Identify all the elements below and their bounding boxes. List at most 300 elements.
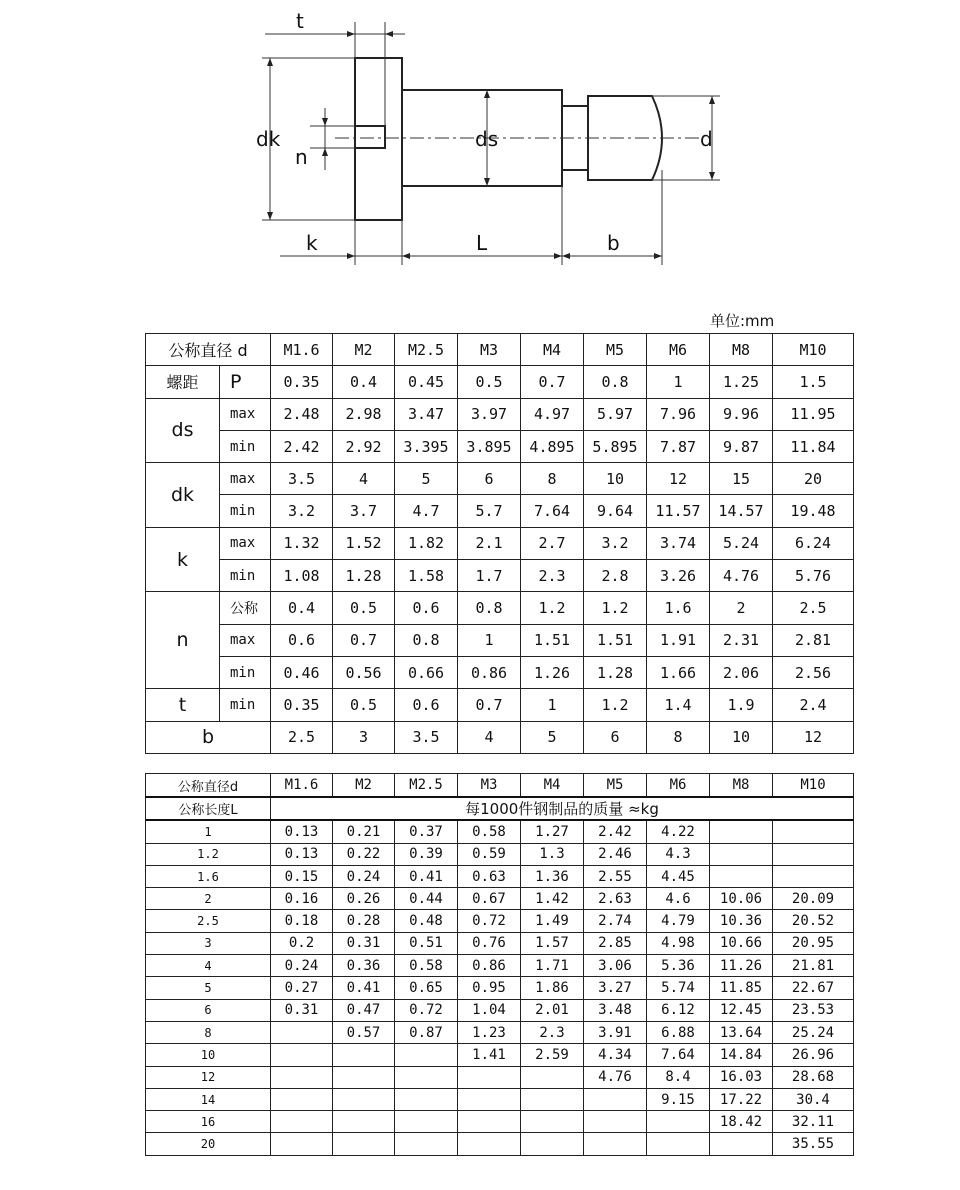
value-cell: 0.6	[395, 689, 458, 721]
mass-value-cell	[395, 1044, 458, 1066]
table-row-t	[146, 689, 854, 721]
mass-value-cell: 0.26	[333, 888, 395, 910]
length-cell: 8	[146, 1021, 271, 1043]
value-cell: 0.46	[271, 656, 333, 688]
mass-value-cell: 0.95	[458, 977, 521, 999]
value-cell: 2.81	[773, 624, 854, 656]
mass-value-cell: 0.72	[395, 999, 458, 1021]
value-cell: 9.87	[710, 430, 773, 462]
mass-value-cell	[773, 865, 854, 887]
table-row	[146, 955, 854, 977]
value-cell: 0.56	[333, 656, 395, 688]
size-cell: M3	[458, 774, 521, 798]
table-row-k-min	[146, 560, 854, 592]
value-cell: 1.08	[271, 560, 333, 592]
value-cell: 2.42	[271, 430, 333, 462]
value-cell: 3.2	[271, 495, 333, 527]
row-sublabel: max	[220, 527, 271, 559]
mass-table	[145, 773, 854, 1156]
value-cell: 0.4	[333, 366, 395, 398]
mass-value-cell	[395, 1111, 458, 1133]
mass-value-cell: 3.91	[584, 1021, 647, 1043]
value-cell: 2.92	[333, 430, 395, 462]
mass-value-cell: 0.76	[458, 932, 521, 954]
mass-value-cell	[333, 1111, 395, 1133]
row-symbol: b	[146, 721, 271, 753]
mass-value-cell	[395, 1066, 458, 1088]
value-cell: 5.24	[710, 527, 773, 559]
value-cell: 5.895	[584, 430, 647, 462]
label-dk: dk	[256, 127, 281, 151]
size-cell: M8	[710, 774, 773, 798]
mass-value-cell: 4.6	[647, 888, 710, 910]
mass-value-cell: 0.2	[271, 932, 333, 954]
length-cell: 6	[146, 999, 271, 1021]
mass-value-cell	[710, 865, 773, 887]
value-cell: 4.97	[521, 398, 584, 430]
table-row	[146, 977, 854, 999]
value-cell: 10	[584, 463, 647, 495]
mass-value-cell	[584, 1133, 647, 1155]
mass-value-cell: 26.96	[773, 1044, 854, 1066]
length-cell: 20	[146, 1133, 271, 1155]
mass-value-cell: 3.06	[584, 955, 647, 977]
table-row	[146, 843, 854, 865]
table-row	[146, 1044, 854, 1066]
value-cell: 5	[395, 463, 458, 495]
value-cell: 2.4	[773, 689, 854, 721]
mass-value-cell: 0.57	[333, 1021, 395, 1043]
mass-value-cell: 0.22	[333, 843, 395, 865]
mass-value-cell: 0.72	[458, 910, 521, 932]
table-header-row	[146, 334, 854, 366]
mass-value-cell	[271, 1111, 333, 1133]
row-sublabel: max	[220, 398, 271, 430]
value-cell: 0.6	[271, 624, 333, 656]
label-d: d	[700, 127, 713, 151]
mass-value-cell: 0.24	[271, 955, 333, 977]
length-cell: 1.2	[146, 843, 271, 865]
row-symbol: ds	[146, 398, 220, 463]
mass-value-cell: 17.22	[710, 1088, 773, 1110]
mass-value-cell	[647, 1111, 710, 1133]
mass-value-cell: 2.59	[521, 1044, 584, 1066]
mass-value-cell: 0.58	[458, 820, 521, 843]
length-cell: 16	[146, 1111, 271, 1133]
mass-value-cell: 22.67	[773, 977, 854, 999]
mass-header-row	[146, 774, 854, 798]
row-symbol: t	[146, 689, 220, 721]
screw-head	[355, 58, 402, 220]
value-cell: 1.52	[333, 527, 395, 559]
mass-value-cell	[333, 1066, 395, 1088]
size-cell: M5	[584, 774, 647, 798]
value-cell: 3.5	[271, 463, 333, 495]
value-cell: 1.91	[647, 624, 710, 656]
value-cell: 19.48	[773, 495, 854, 527]
label-L: L	[476, 231, 488, 255]
mass-value-cell: 1.86	[521, 977, 584, 999]
value-cell: 7.96	[647, 398, 710, 430]
value-cell: 2.3	[521, 560, 584, 592]
mass-value-cell: 0.86	[458, 955, 521, 977]
label-k: k	[306, 231, 318, 255]
screw-slot	[355, 126, 385, 148]
value-cell: 1	[521, 689, 584, 721]
value-cell: 11.57	[647, 495, 710, 527]
value-cell: 1.9	[710, 689, 773, 721]
value-cell: 20	[773, 463, 854, 495]
mass-value-cell: 0.37	[395, 820, 458, 843]
mass-value-cell: 1.42	[521, 888, 584, 910]
row-sublabel: min	[220, 495, 271, 527]
value-cell: 2.31	[710, 624, 773, 656]
mass-value-cell: 0.48	[395, 910, 458, 932]
mass-value-cell: 1.41	[458, 1044, 521, 1066]
mass-value-cell: 4.34	[584, 1044, 647, 1066]
value-cell: 6	[584, 721, 647, 753]
mass-value-cell: 2.55	[584, 865, 647, 887]
mass-value-cell: 9.15	[647, 1088, 710, 1110]
mass-value-cell: 0.24	[333, 865, 395, 887]
row-sublabel: 公称	[220, 592, 271, 624]
value-cell: 3.395	[395, 430, 458, 462]
mass-value-cell: 6.12	[647, 999, 710, 1021]
mass-value-cell: 0.15	[271, 865, 333, 887]
value-cell: 4	[333, 463, 395, 495]
mass-value-cell: 0.36	[333, 955, 395, 977]
value-cell: 1.7	[458, 560, 521, 592]
value-cell: 9.64	[584, 495, 647, 527]
mass-value-cell: 3.48	[584, 999, 647, 1021]
table-row	[146, 1021, 854, 1043]
mass-value-cell	[271, 1133, 333, 1155]
table-row	[146, 888, 854, 910]
table-row-k-max	[146, 527, 854, 559]
table-row-dk-max	[146, 463, 854, 495]
mass-value-cell: 2.42	[584, 820, 647, 843]
size-cell: M1.6	[271, 334, 333, 366]
mass-value-cell: 0.27	[271, 977, 333, 999]
value-cell: 2.1	[458, 527, 521, 559]
length-cell: 10	[146, 1044, 271, 1066]
table-row	[146, 1088, 854, 1110]
row-symbol: k	[146, 527, 220, 592]
mass-value-cell	[521, 1066, 584, 1088]
value-cell: 0.66	[395, 656, 458, 688]
value-cell: 14.57	[710, 495, 773, 527]
size-cell: M2.5	[395, 334, 458, 366]
value-cell: 1.2	[584, 689, 647, 721]
table-row-b	[146, 721, 854, 753]
mass-value-cell	[710, 843, 773, 865]
mass-value-cell: 2.63	[584, 888, 647, 910]
mass-value-cell: 0.58	[395, 955, 458, 977]
mass-value-cell	[395, 1088, 458, 1110]
value-cell: 1.58	[395, 560, 458, 592]
mass-value-cell: 0.41	[333, 977, 395, 999]
value-cell: 8	[647, 721, 710, 753]
value-cell: 0.86	[458, 656, 521, 688]
mass-value-cell: 1.04	[458, 999, 521, 1021]
mass-value-cell: 0.59	[458, 843, 521, 865]
mass-value-cell	[647, 1133, 710, 1155]
mass-value-cell: 30.4	[773, 1088, 854, 1110]
mass-value-cell: 35.55	[773, 1133, 854, 1155]
value-cell: 0.5	[333, 592, 395, 624]
mass-value-cell: 4.98	[647, 932, 710, 954]
mass-value-cell: 1.49	[521, 910, 584, 932]
size-cell: M4	[521, 774, 584, 798]
value-cell: 1.28	[584, 656, 647, 688]
value-cell: 1.2	[584, 592, 647, 624]
value-cell: 1.51	[584, 624, 647, 656]
value-cell: 0.8	[395, 624, 458, 656]
value-cell: 1.66	[647, 656, 710, 688]
mass-value-cell: 2.46	[584, 843, 647, 865]
value-cell: 2.56	[773, 656, 854, 688]
length-cell: 2.5	[146, 910, 271, 932]
size-cell: M2.5	[395, 774, 458, 798]
mass-value-cell: 28.68	[773, 1066, 854, 1088]
mass-value-cell: 1.3	[521, 843, 584, 865]
value-cell: 0.5	[333, 689, 395, 721]
value-cell: 3	[333, 721, 395, 753]
mass-value-cell: 10.36	[710, 910, 773, 932]
mass-value-cell: 1.23	[458, 1021, 521, 1043]
unit-label: 单位:mm	[710, 312, 775, 330]
size-cell: M4	[521, 334, 584, 366]
length-cell: 4	[146, 955, 271, 977]
value-cell: 0.45	[395, 366, 458, 398]
length-cell: 3	[146, 932, 271, 954]
value-cell: 5	[521, 721, 584, 753]
mass-value-cell	[271, 1044, 333, 1066]
label-ds: ds	[475, 127, 499, 151]
value-cell: 11.95	[773, 398, 854, 430]
value-cell: 4.7	[395, 495, 458, 527]
value-cell: 2.5	[271, 721, 333, 753]
mass-value-cell: 4.45	[647, 865, 710, 887]
length-header-cell: 公称长度L	[146, 797, 271, 820]
table-row	[146, 932, 854, 954]
mass-value-cell	[521, 1088, 584, 1110]
value-cell: 1.4	[647, 689, 710, 721]
mass-value-cell	[395, 1133, 458, 1155]
mass-value-cell: 20.52	[773, 910, 854, 932]
mass-value-cell: 1.71	[521, 955, 584, 977]
mass-value-cell: 0.13	[271, 843, 333, 865]
mass-value-cell	[521, 1133, 584, 1155]
mass-value-cell: 0.28	[333, 910, 395, 932]
mass-value-cell: 18.42	[710, 1111, 773, 1133]
mass-value-cell: 5.36	[647, 955, 710, 977]
mass-value-cell: 11.26	[710, 955, 773, 977]
value-cell: 3.26	[647, 560, 710, 592]
mass-value-cell	[773, 843, 854, 865]
mass-value-cell	[521, 1111, 584, 1133]
value-cell: 10	[710, 721, 773, 753]
size-cell: M6	[647, 334, 710, 366]
table-row	[146, 999, 854, 1021]
value-cell: 1.32	[271, 527, 333, 559]
mass-value-cell: 13.64	[710, 1021, 773, 1043]
value-cell: 3.895	[458, 430, 521, 462]
value-cell: 0.8	[584, 366, 647, 398]
table-row	[146, 1066, 854, 1088]
row-label: 螺距	[146, 366, 220, 398]
mass-value-cell	[710, 1133, 773, 1155]
mass-value-cell: 0.65	[395, 977, 458, 999]
table-row-n-min	[146, 656, 854, 688]
table-row-pitch	[146, 366, 854, 398]
mass-value-cell	[333, 1088, 395, 1110]
size-header-cell: 公称直径 d	[146, 334, 271, 366]
length-cell: 2	[146, 888, 271, 910]
mass-value-cell: 12.45	[710, 999, 773, 1021]
mass-value-cell	[271, 1021, 333, 1043]
value-cell: 0.5	[458, 366, 521, 398]
value-cell: 2.7	[521, 527, 584, 559]
value-cell: 2.8	[584, 560, 647, 592]
value-cell: 15	[710, 463, 773, 495]
label-n: n	[295, 145, 308, 169]
size-cell: M1.6	[271, 774, 333, 798]
mass-value-cell: 2.85	[584, 932, 647, 954]
value-cell: 2.98	[333, 398, 395, 430]
mass-value-cell: 16.03	[710, 1066, 773, 1088]
mass-value-cell: 4.76	[584, 1066, 647, 1088]
value-cell: 1.82	[395, 527, 458, 559]
row-sublabel: max	[220, 624, 271, 656]
mass-value-cell: 0.63	[458, 865, 521, 887]
mass-value-cell: 2.01	[521, 999, 584, 1021]
size-cell: M8	[710, 334, 773, 366]
mass-value-cell: 2.74	[584, 910, 647, 932]
value-cell: 6	[458, 463, 521, 495]
value-cell: 3.74	[647, 527, 710, 559]
value-cell: 0.4	[271, 592, 333, 624]
value-cell: 11.84	[773, 430, 854, 462]
row-sublabel: min	[220, 560, 271, 592]
value-cell: 12	[773, 721, 854, 753]
value-cell: 6.24	[773, 527, 854, 559]
mass-value-cell: 8.4	[647, 1066, 710, 1088]
row-symbol: dk	[146, 463, 220, 528]
row-sublabel: min	[220, 689, 271, 721]
size-cell: M10	[773, 334, 854, 366]
length-cell: 5	[146, 977, 271, 999]
length-cell: 14	[146, 1088, 271, 1110]
mass-value-cell: 0.31	[333, 932, 395, 954]
value-cell: 1.6	[647, 592, 710, 624]
mass-value-cell	[458, 1111, 521, 1133]
mass-value-cell: 0.16	[271, 888, 333, 910]
table-row-dk-min	[146, 495, 854, 527]
value-cell: 0.8	[458, 592, 521, 624]
mass-value-cell: 3.27	[584, 977, 647, 999]
value-cell: 12	[647, 463, 710, 495]
mass-value-cell: 0.21	[333, 820, 395, 843]
mass-value-cell: 0.39	[395, 843, 458, 865]
mass-value-cell: 14.84	[710, 1044, 773, 1066]
length-cell: 1.6	[146, 865, 271, 887]
row-sublabel: min	[220, 656, 271, 688]
mass-value-cell: 0.41	[395, 865, 458, 887]
mass-value-cell: 10.66	[710, 932, 773, 954]
mass-value-cell: 1.57	[521, 932, 584, 954]
value-cell: 3.5	[395, 721, 458, 753]
value-cell: 4.76	[710, 560, 773, 592]
mass-value-cell	[773, 820, 854, 843]
mass-value-cell	[333, 1133, 395, 1155]
mass-value-cell: 4.79	[647, 910, 710, 932]
table-row	[146, 910, 854, 932]
mass-value-cell: 1.36	[521, 865, 584, 887]
value-cell: 0.6	[395, 592, 458, 624]
mass-value-cell: 5.74	[647, 977, 710, 999]
value-cell: 1	[458, 624, 521, 656]
mass-value-cell: 20.09	[773, 888, 854, 910]
table-row	[146, 1111, 854, 1133]
row-symbol: n	[146, 592, 220, 689]
mass-caption-row	[146, 797, 854, 820]
mass-value-cell: 4.3	[647, 843, 710, 865]
mass-value-cell: 0.67	[458, 888, 521, 910]
mass-value-cell: 10.06	[710, 888, 773, 910]
table-row	[146, 865, 854, 887]
value-cell: 0.7	[333, 624, 395, 656]
value-cell: 5.97	[584, 398, 647, 430]
value-cell: 0.35	[271, 366, 333, 398]
value-cell: 1.51	[521, 624, 584, 656]
value-cell: 5.7	[458, 495, 521, 527]
table-row-ds-min	[146, 430, 854, 462]
table-row-ds-max	[146, 398, 854, 430]
value-cell: 1.25	[710, 366, 773, 398]
mass-value-cell: 20.95	[773, 932, 854, 954]
mass-value-cell	[271, 1088, 333, 1110]
mass-value-cell: 11.85	[710, 977, 773, 999]
dimension-table	[145, 333, 854, 754]
mass-value-cell: 1.27	[521, 820, 584, 843]
mass-table-body	[146, 820, 854, 1155]
value-cell: 8	[521, 463, 584, 495]
table-row	[146, 1133, 854, 1155]
value-cell: 2.48	[271, 398, 333, 430]
value-cell: 2.06	[710, 656, 773, 688]
table-row-n-max	[146, 624, 854, 656]
row-symbol: P	[220, 366, 271, 398]
mass-value-cell	[271, 1066, 333, 1088]
value-cell: 4	[458, 721, 521, 753]
value-cell: 4.895	[521, 430, 584, 462]
value-cell: 9.96	[710, 398, 773, 430]
table-row-n-nom	[146, 592, 854, 624]
value-cell: 0.35	[271, 689, 333, 721]
mass-value-cell: 32.11	[773, 1111, 854, 1133]
value-cell: 1	[647, 366, 710, 398]
mass-value-cell: 0.51	[395, 932, 458, 954]
size-cell: M3	[458, 334, 521, 366]
mass-value-cell: 0.47	[333, 999, 395, 1021]
value-cell: 1.5	[773, 366, 854, 398]
row-sublabel: max	[220, 463, 271, 495]
size-cell: M2	[333, 334, 395, 366]
mass-value-cell: 0.31	[271, 999, 333, 1021]
value-cell: 3.2	[584, 527, 647, 559]
mass-caption: 每1000件钢制品的质量 ≈kg	[271, 797, 854, 820]
